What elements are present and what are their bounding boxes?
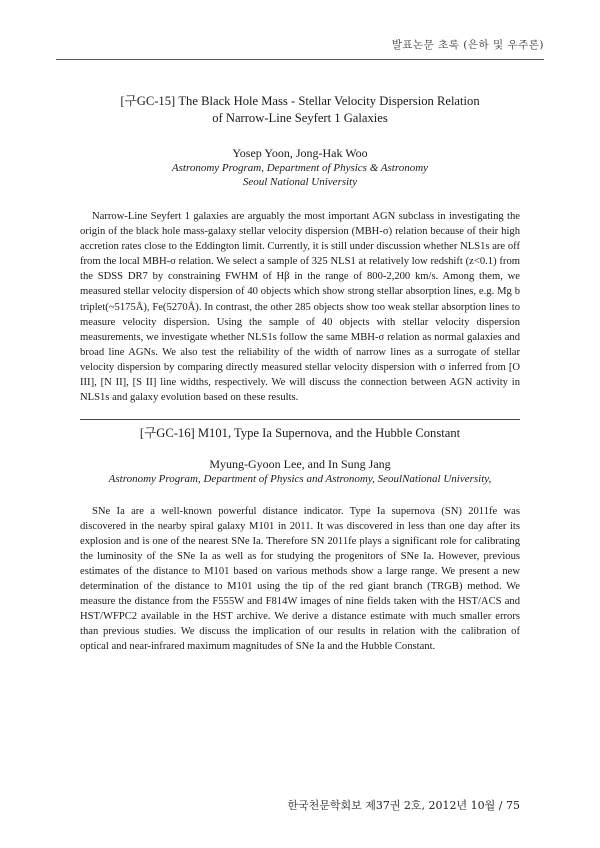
page-footer-citation: 한국천문학회보 제37권 2호, 2012년 10월 / 75 <box>287 799 520 812</box>
article-divider <box>80 419 520 420</box>
article-gc16 <box>80 425 520 654</box>
article-affiliation-line2: Seoul National University <box>242 176 358 188</box>
running-header: 발표논문 초록 (은하 및 우주론) <box>391 39 544 51</box>
article-affiliation-line1: Astronomy Program, Department of Physics and Astronomy, SeoulNational University, <box>108 472 492 485</box>
article-affiliation-line1: Astronomy Program, Department of Physics & Astronomy <box>171 162 429 174</box>
article-title-line1: [구GC-15] The Black Hole Mass - Stellar Velocity Dispersion Relation <box>120 94 480 108</box>
article-title <box>80 93 520 126</box>
header-rule <box>56 59 544 60</box>
article-authors: Myung-Gyoon Lee, and In Sung Jang <box>209 456 391 471</box>
article-authors: Yosep Yoon, Jong-Hak Woo <box>232 146 368 160</box>
article-title-line1: [구GC-16] M101, Type Ia Supernova, and the Hubble Constant <box>139 426 461 440</box>
article-title <box>80 425 520 442</box>
article-abstract: Narrow-Line Seyfert 1 galaxies are arguably the most important AGN subclass in investigating the origin of the black hole mass-galaxy stellar velocity dispersion (MBH-σ) relation because of their high accretion rates close to the Eddington limit. Currently, it is still under discussion whether NLS1s are off from the local MBH-σ relation. We select a sample of 325 NLS1 at relatively low redshift (z<0.1) from the SDSS DR7 by constraining FWHM of Hβ in the range of 800-2,200 km/s. Among them, we measured stellar velocity dispersion of 40 objects which show strong stellar absorption lines, e.g. Mg b triplet(~5175Å), Fe(5270Å). In contrast, the other 285 objects show too weak stellar absorption lines to measure velocity dispersion. Using the sample of 40 objects with stellar velocity dispersion measurements, we investigate whether NLS1s follow the same MBH-σ relation as normal galaxies and broad line AGNs. We also test the reliability of the width of narrow lines as a surrogate of stellar velocity dispersion by comparing directly measured stellar velocity dispersion with σ inferred from [O III], [N II], [S II] line widths, respectively. We will discuss the connection between AGN activity in NLS1s and galaxy evolution based on these results. <box>80 211 520 404</box>
article-gc15 <box>80 93 520 405</box>
article-abstract: SNe Ia are a well-known powerful distance indicator. Type Ia supernova (SN) 2011fe was discovered in the nearby spiral galaxy M101 in 2011. It was discovered in less than one day after its explosion and is one of the nearest SNe Ia. Therefore SN 2011fe plays a significant role for calibrating the luminosity of the SNe Ia as well as for studying the progenitors of SNe Ia. However, previous estimates of the distance to M101 based on various methods show a large range. We present a new determination of the distance to M101 using the tip of the red giant branch (TRGB) method. We measure the distance from the F555W and F814W images of nine fields taken with the HST/ACS and HST/WFPC2 available in the HST archive. We derive a distance estimate with much smaller errors than previous studies. We discuss the implication of our results in relation with the calibration of optical and near-infrared maximum magnitudes of SNe Ia and the Hubble Constant. <box>80 505 520 653</box>
article-title-line2: of Narrow-Line Seyfert 1 Galaxies <box>212 110 388 125</box>
